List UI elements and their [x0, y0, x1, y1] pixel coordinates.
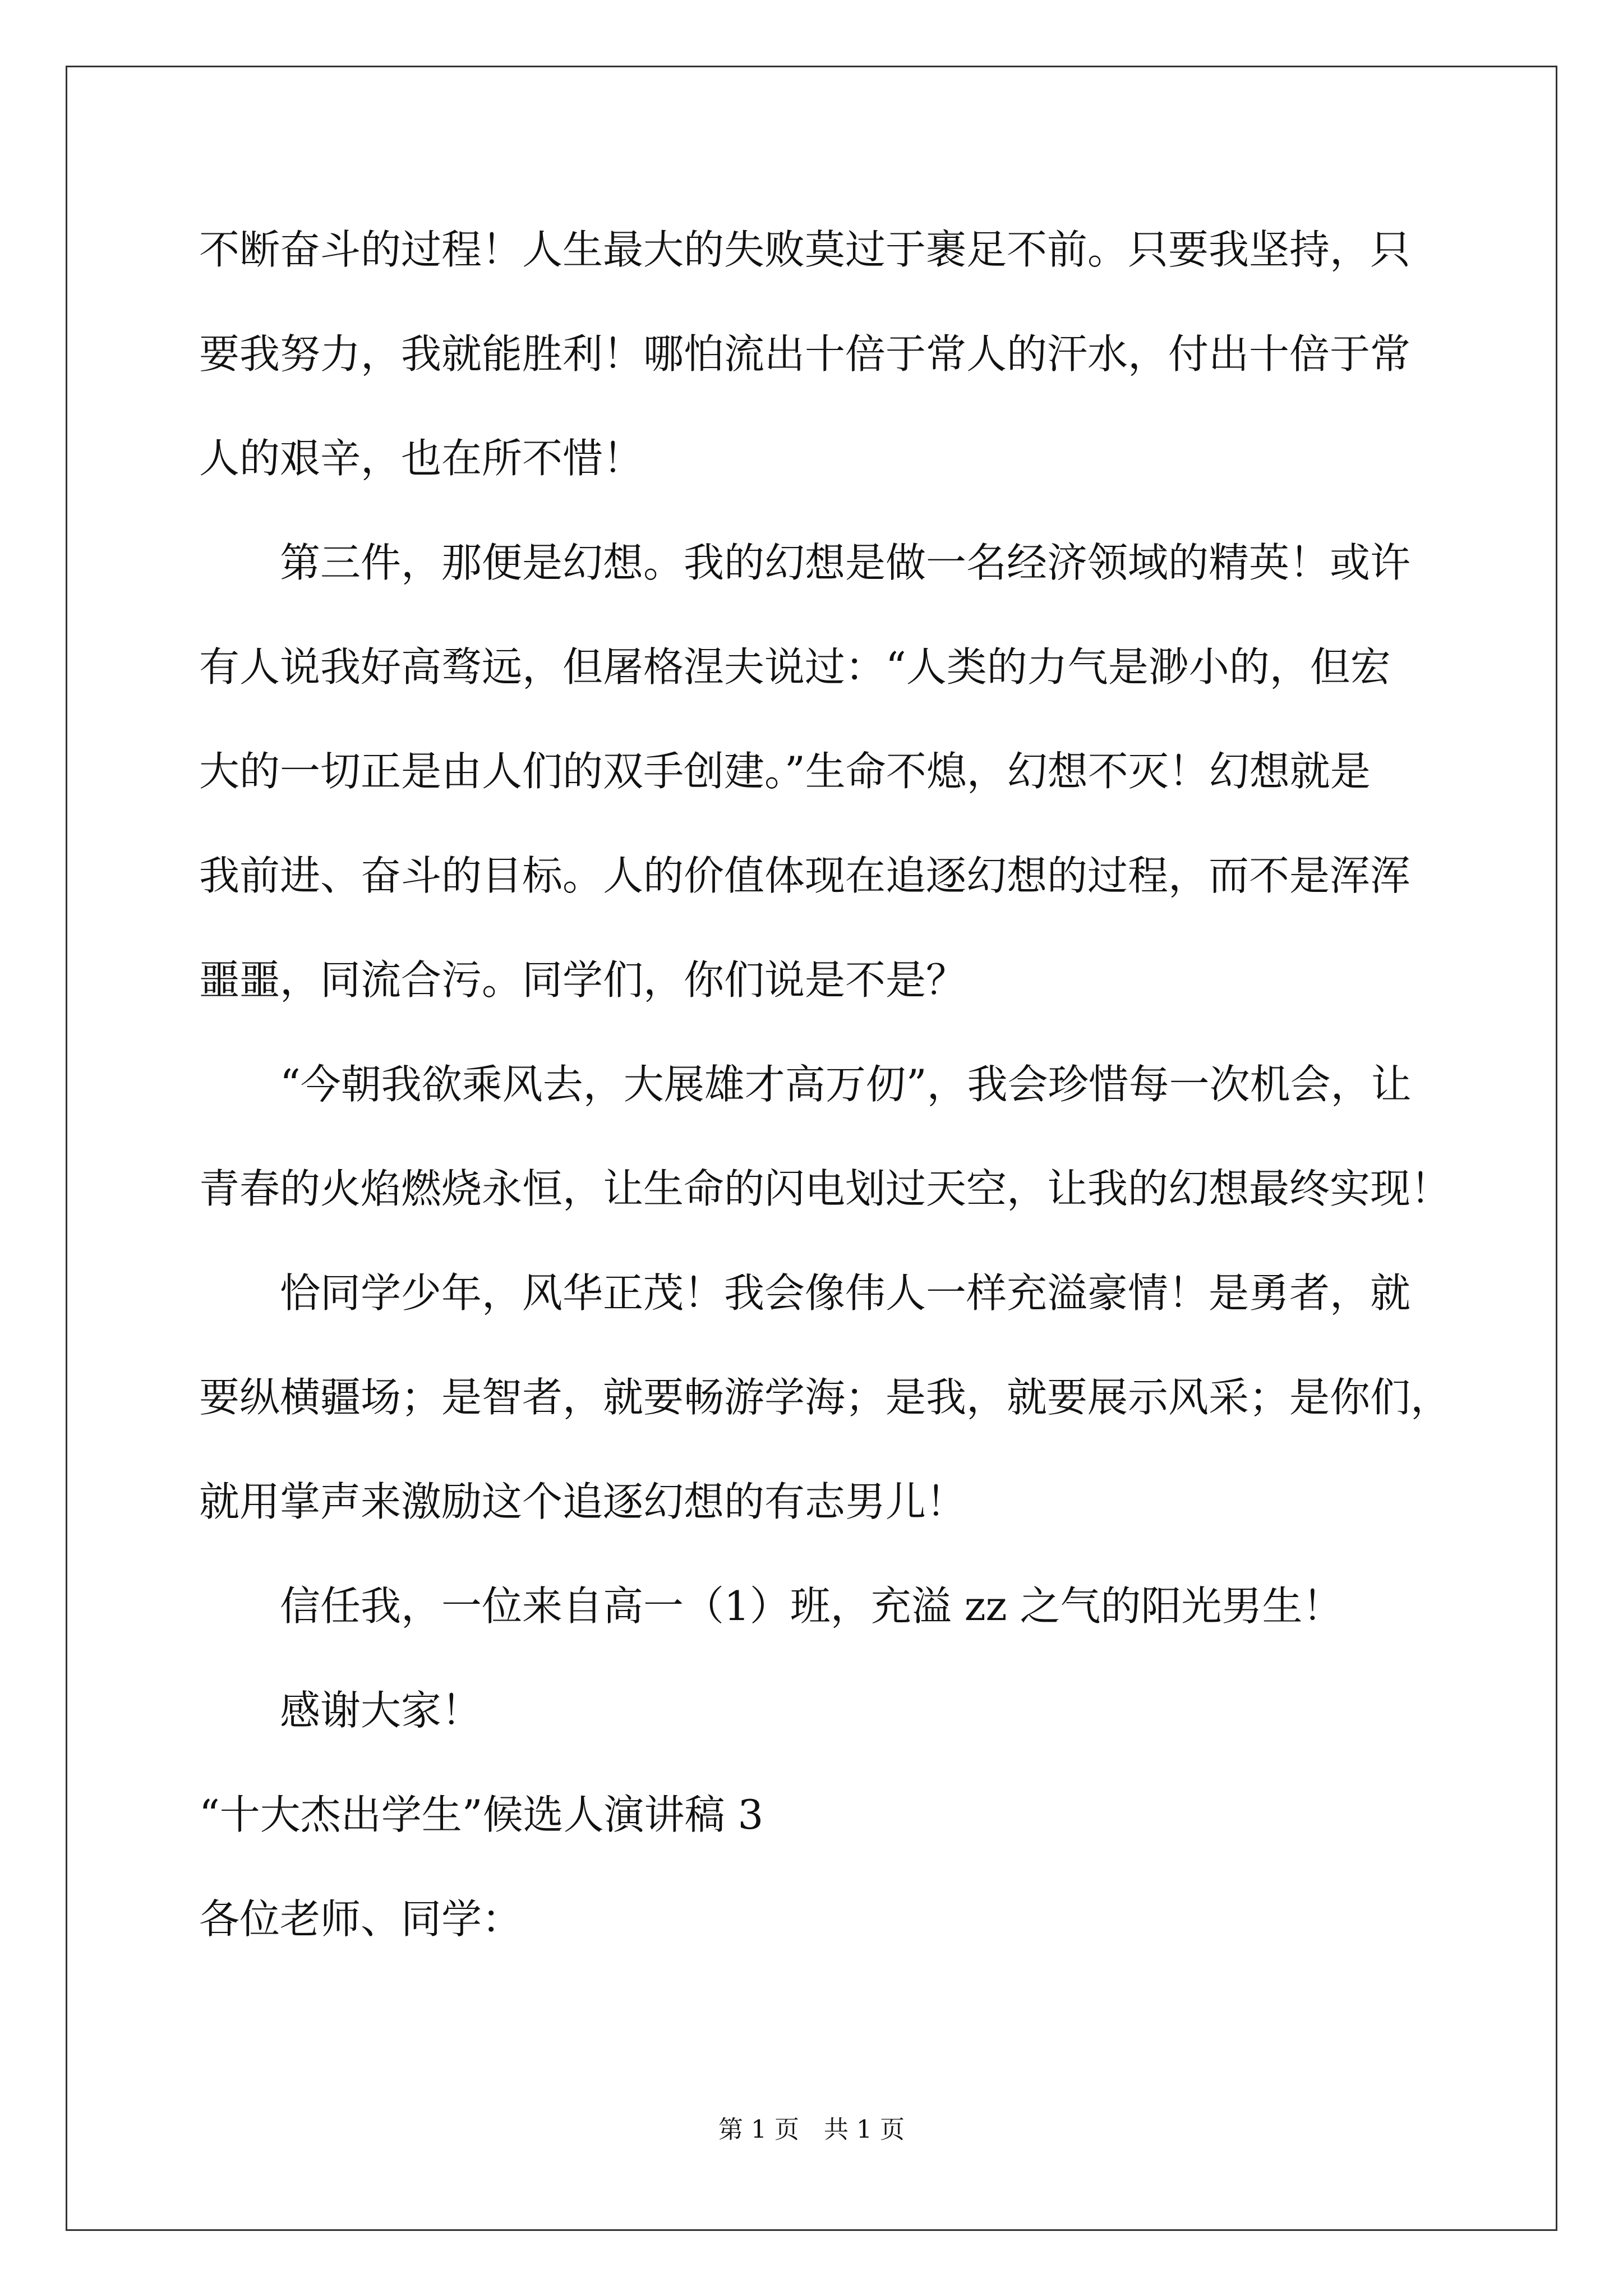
text-line: 要纵横疆场；是智者，就要畅游学海；是我，就要展示风采；是你们，	[199, 1374, 1451, 1421]
text-line: 感谢大家！	[199, 1687, 482, 1734]
section-heading: “十大杰出学生”候选人演讲稿 3	[199, 1791, 764, 1838]
text-line: 第三件，那便是幻想。我的幻想是做一名经济领域的精英！或许	[199, 539, 1411, 586]
text-line: 噩噩，同流合污。同学们，你们说是不是？	[199, 956, 967, 1004]
text-line: “今朝我欲乘风去，大展雄才高万仞”，我会珍惜每一次机会，让	[199, 1061, 1412, 1108]
page-footer	[0, 2109, 1623, 2145]
text-line: 人的艰辛，也在所不惜！	[199, 435, 644, 482]
text-line: 要我努力，我就能胜利！哪怕流出十倍于常人的汗水，付出十倍于常	[199, 330, 1411, 378]
text-line: 不断奋斗的过程！人生最大的失败莫过于裹足不前。只要我坚持，只	[199, 226, 1411, 273]
text-line: 大的一切正是由人们的双手创建。”生命不熄，幻想不灭！幻想就是	[199, 748, 1371, 795]
text-line: 就用掌声来激励这个追逐幻想的有志男儿！	[199, 1478, 967, 1525]
text-line: 信任我，一位来自高一（1）班，充溢 zz 之气的阳光男生！	[199, 1582, 1343, 1630]
text-line: 恰同学少年，风华正茂！我会像伟人一样充溢豪情！是勇者，就	[199, 1269, 1411, 1317]
salutation: 各位老师、同学：	[199, 1895, 523, 1943]
document-body	[199, 197, 1450, 1971]
page-total: 共 1 页	[824, 2115, 905, 2144]
page-number: 第 1 页	[718, 2115, 799, 2144]
text-line: 我前进、奋斗的目标。人的价值体现在追逐幻想的过程，而不是浑浑	[199, 852, 1411, 899]
text-line: 青春的火焰燃烧永恒，让生命的闪电划过天空，让我的幻想最终实现！	[199, 1165, 1451, 1212]
text-line: 有人说我好高骛远，但屠格涅夫说过：“人类的力气是渺小的，但宏	[199, 643, 1391, 691]
